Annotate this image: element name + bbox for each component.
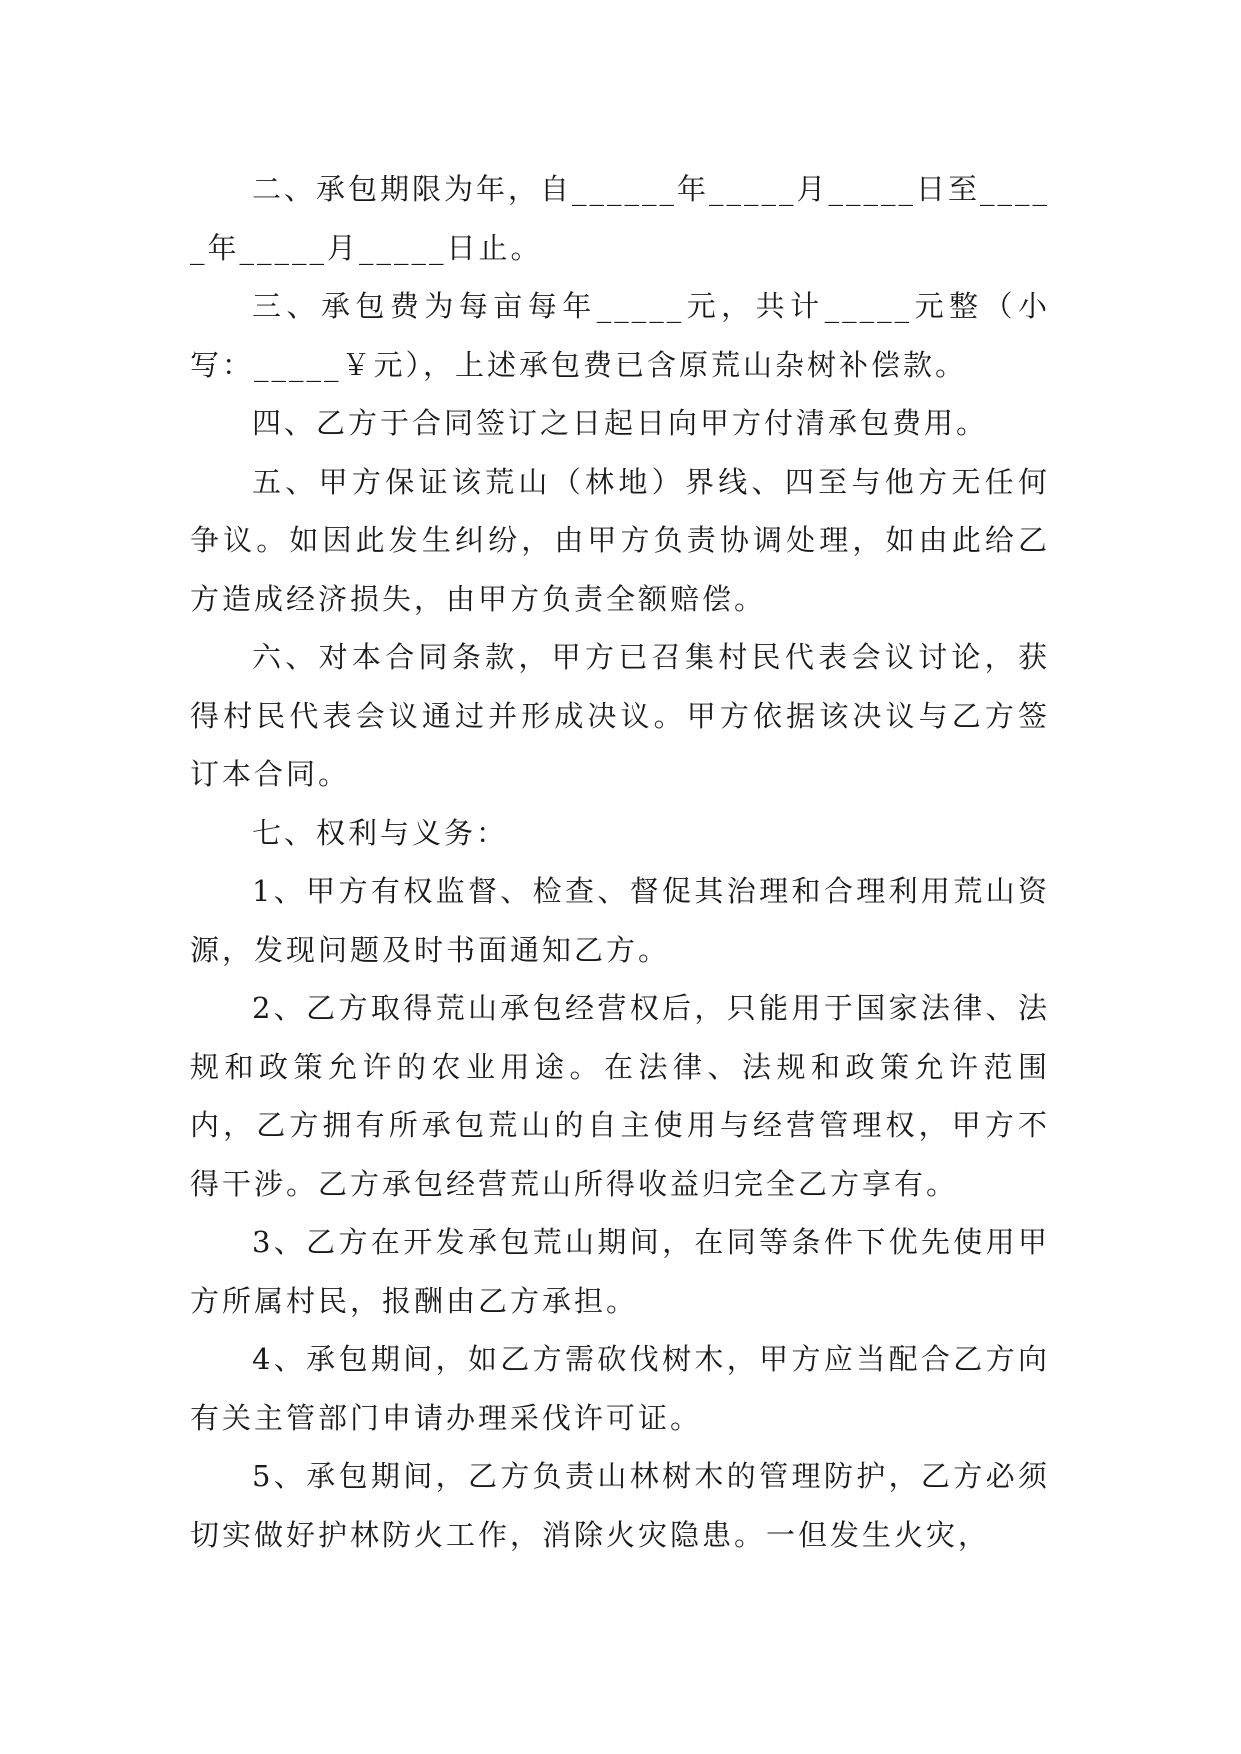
clause-boundary-guarantee: 五、甲方保证该荒山（林地）界线、四至与他方无任何争议。如因此发生纠纷，由甲方负责协调处理，如由此给乙方造成经济损失，由甲方负责全额赔偿。 (190, 464, 1050, 616)
clause-item-2: 2、乙方取得荒山承包经营权后，只能用于国家法律、法规和政策允许的农业用途。在法律、法规和政策允许范围内，乙方拥有所承包荒山的自主使用与经营管理权，甲方不得干涉。乙方承包经营荒山所得收益归完全乙方享有。 (190, 991, 1050, 1201)
clause-item-1: 1、甲方有权监督、检查、督促其治理和合理利用荒山资源，发现问题及时书面通知乙方。 (190, 874, 1050, 967)
clause-item-4: 4、承包期间，如乙方需砍伐树木，甲方应当配合乙方向有关主管部门申请办理采伐许可证。 (190, 1342, 1050, 1435)
contract-body (190, 160, 1050, 1564)
clause-villager-resolution: 六、对本合同条款，甲方已召集村民代表会议讨论，获得村民代表会议通过并形成决议。甲方依据该决议与乙方签订本合同。 (190, 640, 1050, 791)
clause-rights-duties-heading: 七、权利与义务： (252, 815, 509, 850)
clause-item-5: 5、承包期间，乙方负责山林树木的管理防护，乙方必须切实做好护林防火工作，消除火灾隐患。一但发生火灾， (190, 1459, 1050, 1552)
clause-item-3: 3、乙方在开发承包荒山期间，在同等条件下优先使用甲方所属村民，报酬由乙方承担。 (190, 1225, 1050, 1318)
clause-payment: 四、乙方于合同签订之日起日向甲方付清承包费用。 (252, 406, 989, 440)
clause-contract-fee: 三、承包费为每亩每年_____元，共计_____元整（小写：_____￥元），上述承包费已含原荒山杂树补偿款。 (190, 289, 1050, 382)
clause-term-period: 二、承包期限为年，自______年_____月_____日至_____年_____月_____日止。 (190, 172, 1051, 265)
